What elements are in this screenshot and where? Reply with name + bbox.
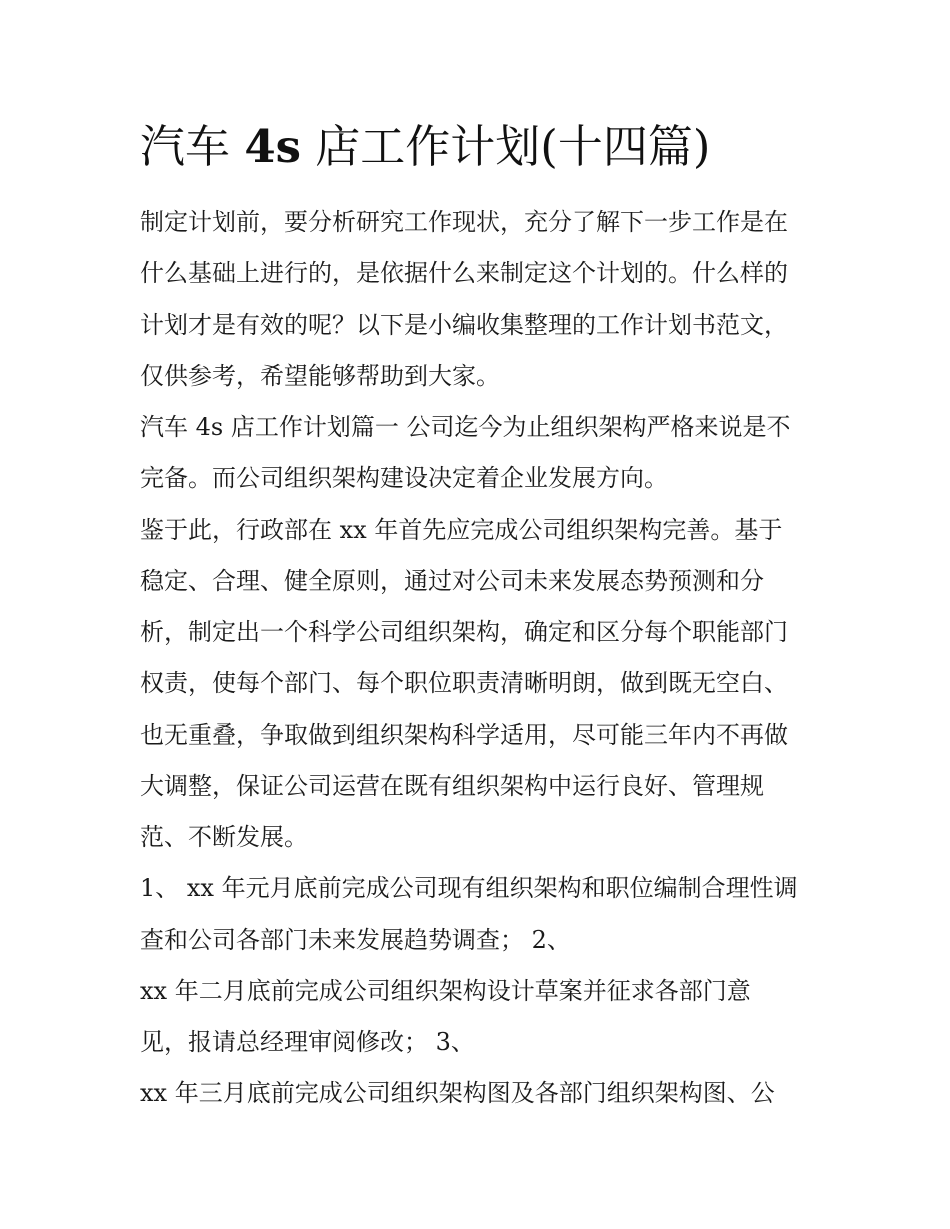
title-suffix: 店工作计划(十四篇) (315, 120, 711, 173)
document-title (140, 116, 840, 178)
title-prefix: 汽车 (140, 120, 231, 173)
text-line: 完备。而公司组织架构建设决定着企业发展方向。 (140, 464, 668, 493)
document-body (140, 197, 820, 1120)
text-line: 1、 xx 年元月底前完成公司现有组织架构和职位编制合理性调 (140, 874, 798, 903)
text-line: 稳定、合理、健全原则，通过对公司未来发展态势预测和分 (140, 566, 764, 595)
text-line: 计划才是有效的呢？以下是小编收集整理的工作计划书范文， (140, 310, 788, 339)
text-line: 鉴于此，行政部在 xx 年首先应完成公司组织架构完善。基于 (140, 515, 783, 544)
text-line: 大调整，保证公司运营在既有组织架构中运行良好、管理规 (140, 771, 764, 800)
text-line: 范、不断发展。 (140, 823, 308, 851)
text-line: 也无重叠，争取做到组织架构科学适用，尽可能三年内不再做 (140, 720, 788, 749)
text-line: 什么基础上进行的，是依据什么来制定这个计划的。什么样的 (140, 259, 788, 288)
text-line: 仅供参考，希望能够帮助到大家。 (140, 361, 500, 390)
text-line: 见，报请总经理审阅修改； 3、 (140, 1028, 475, 1056)
text-line: xx 年三月底前完成公司组织架构图及各部门组织架构图、公 (140, 1079, 775, 1108)
text-line: xx 年二月底前完成公司组织架构设计草案并征求各部门意 (140, 976, 751, 1005)
title-ascii: 4s (244, 120, 301, 173)
text-line: 汽车 4s 店工作计划篇一 公司迄今为止组织架构严格来说是不 (140, 413, 791, 441)
text-line: 权责，使每个部门、每个职位职责清晰明朗，做到既无空白、 (140, 669, 788, 698)
text-line: 制定计划前，要分析研究工作现状，充分了解下一步工作是在 (140, 208, 788, 236)
text-line: 查和公司各部门未来发展趋势调查； 2、 (140, 925, 571, 954)
text-line: 析，制定出一个科学公司组织架构，确定和区分每个职能部门 (140, 618, 788, 646)
